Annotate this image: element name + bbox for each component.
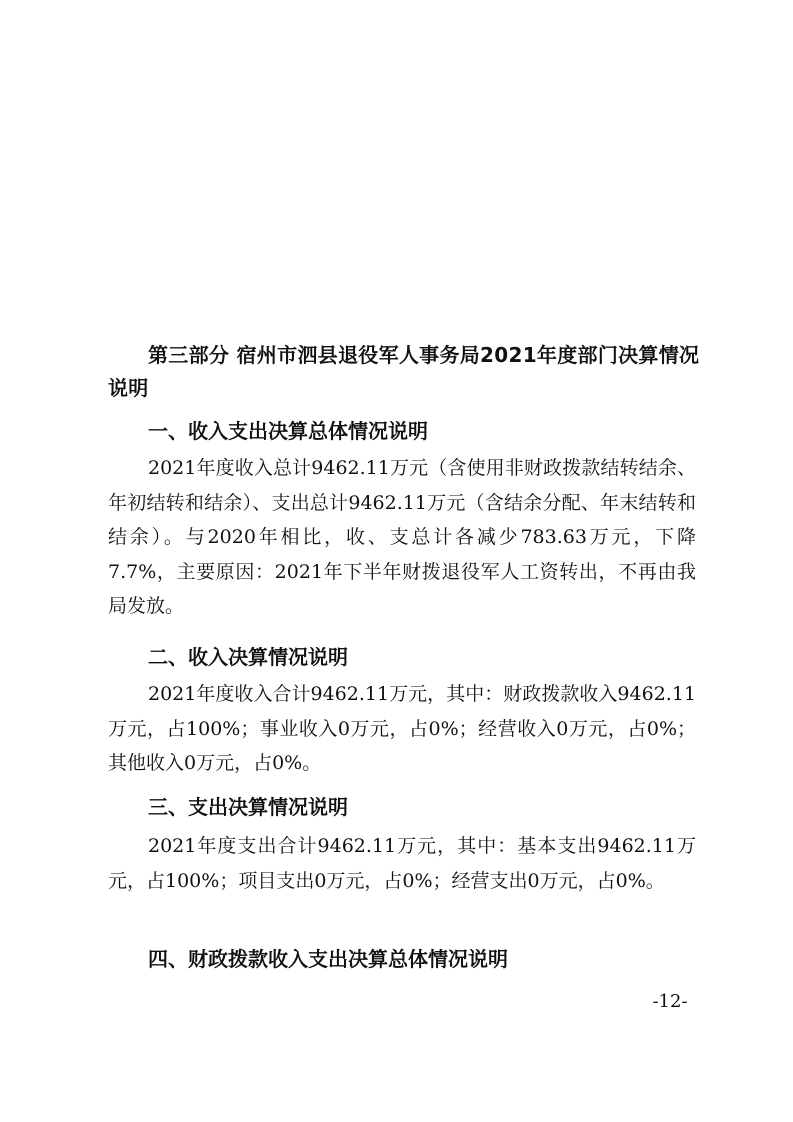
section-heading-2: 二、收入决算情况说明 [148, 645, 348, 669]
section-body-1: 2021年度收入总计9462.11万元（含使用非财政拨款结转结余、年初结转和结余）、支出总计9462.11万元（含结余分配、年末结转和结余）。与2020年相比，收、支总计各减少783.63万元，下降7.7%，主要原因：2021年下半年财拨退役军人工资转出，不再由我局发放。 [108, 457, 696, 617]
document-title: 第三部分 宿州市泗县退役军人事务局2021年度部门决算情况说明 [108, 343, 700, 400]
section-heading-1: 一、收入支出决算总体情况说明 [148, 419, 428, 443]
section-body-2: 2021年度收入合计9462.11万元，其中：财政拨款收入9462.11万元，占100%；事业收入0万元，占0%；经营收入0万元，占0%；其他收入0万元，占0%。 [108, 683, 696, 774]
section-heading-4: 四、财政拨款收入支出决算总体情况说明 [148, 947, 508, 971]
section-heading-3: 三、支出决算情况说明 [148, 795, 348, 819]
section-body-3: 2021年度支出合计9462.11万元，其中：基本支出9462.11万元，占100%；项目支出0万元，占0%；经营支出0万元，占0%。 [108, 835, 696, 892]
page-number: -12- [652, 991, 688, 1012]
